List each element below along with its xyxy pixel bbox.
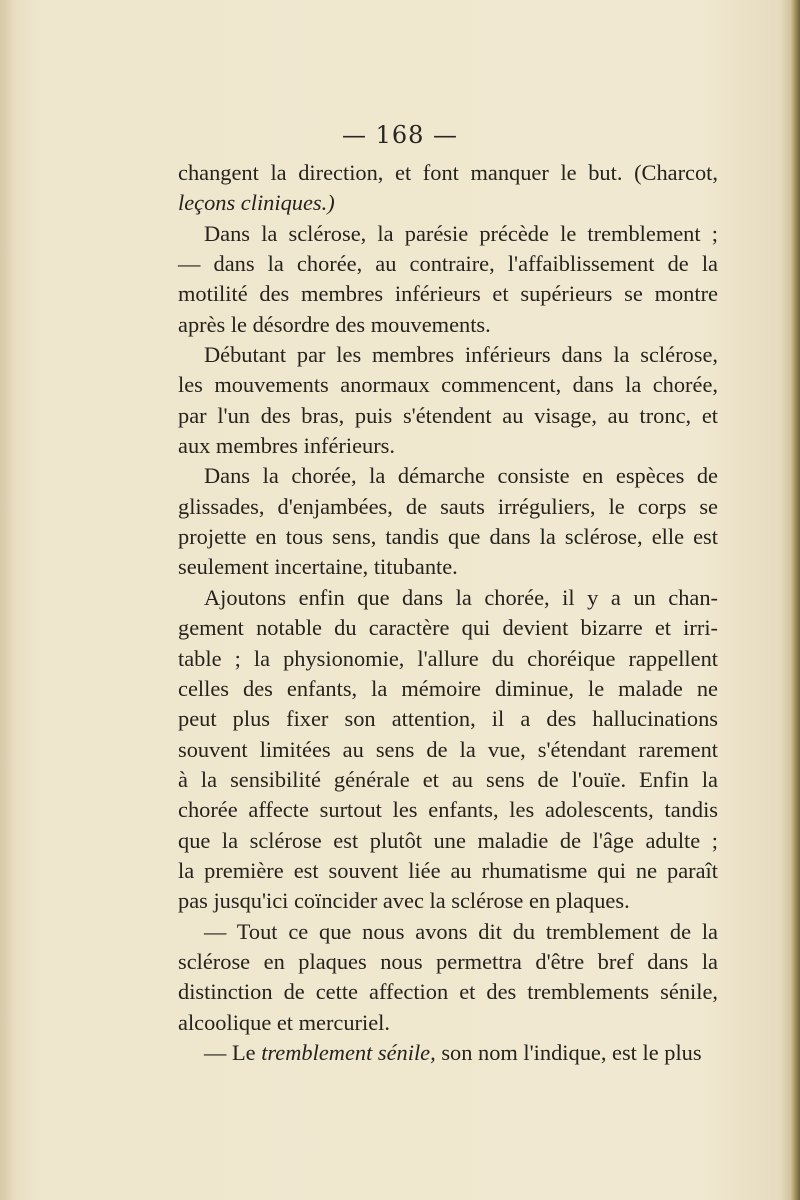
text-line: pas jusqu'ici coïncider avec la sclérose en plaques. <box>178 888 630 914</box>
text-line: glissades, d'enjambées, de sauts irréguliers, le corps se <box>178 493 718 519</box>
text-line: Dans la chorée, la démarche consiste en espèces de <box>204 463 718 489</box>
text-line: table ; la physionomie, l'allure du choréique rappellent <box>178 645 718 671</box>
text-line: distinction de cette affection et des tremblements sénile, <box>178 979 718 1005</box>
final-line-prefix: — Le <box>204 1039 262 1065</box>
text-line: Débutant par les membres inférieurs dans la sclérose, <box>204 342 718 368</box>
text-line: que la sclérose est plutôt une maladie de l'âge adulte ; <box>178 827 718 853</box>
page-number: — 168 — <box>341 121 459 149</box>
final-line-italic: tremblement sénile, <box>261 1039 436 1065</box>
text-line: projette en tous sens, tandis que dans la sclérose, elle est <box>178 524 718 550</box>
text-line-final <box>178 1038 718 1068</box>
body-text <box>178 158 718 1068</box>
text-line: chorée affecte surtout les enfants, les adolescents, tandis <box>178 797 718 823</box>
page-edge <box>790 0 800 1200</box>
final-line-suffix: son nom l'indique, est le plus <box>435 1039 702 1065</box>
text-line: leçons cliniques.) <box>178 190 335 216</box>
text-line: — Tout ce que nous avons dit du tremblement de la <box>204 918 718 944</box>
text-line: seulement incertaine, titubante. <box>178 554 458 580</box>
text-line: alcoolique et mercuriel. <box>178 1009 390 1035</box>
text-line: aux membres inférieurs. <box>178 433 395 459</box>
text-line: celles des enfants, la mémoire diminue, le malade ne <box>178 675 718 701</box>
text-line: par l'un des bras, puis s'étendent au visage, au tronc, et <box>178 402 718 428</box>
text-line: peut plus fixer son attention, il a des hallucinations <box>178 706 718 732</box>
text-line: après le désordre des mouvements. <box>178 311 491 337</box>
text-line: la première est souvent liée au rhumatisme qui ne paraît <box>178 857 718 883</box>
text-line: à la sensibilité générale et au sens de l'ouïe. Enfin la <box>178 766 718 792</box>
text-line: sclérose en plaques nous permettra d'être bref dans la <box>178 948 718 974</box>
text-line: — dans la chorée, au contraire, l'affaiblissement de la <box>178 251 718 277</box>
text-line: changent la direction, et font manquer le but. (Charcot, <box>178 160 718 185</box>
text-line: Ajoutons enfin que dans la chorée, il y a un chan- <box>204 584 718 610</box>
text-line: les mouvements anormaux commencent, dans la chorée, <box>178 372 718 398</box>
gutter-shadow <box>0 0 14 1200</box>
text-line: gement notable du caractère qui devient bizarre et irri- <box>178 615 718 641</box>
text-line: Dans la sclérose, la parésie précède le tremblement ; <box>204 220 718 246</box>
text-line: souvent limitées au sens de la vue, s'étendant rarement <box>178 736 718 762</box>
text-line: motilité des membres inférieurs et supérieurs se montre <box>178 281 718 307</box>
